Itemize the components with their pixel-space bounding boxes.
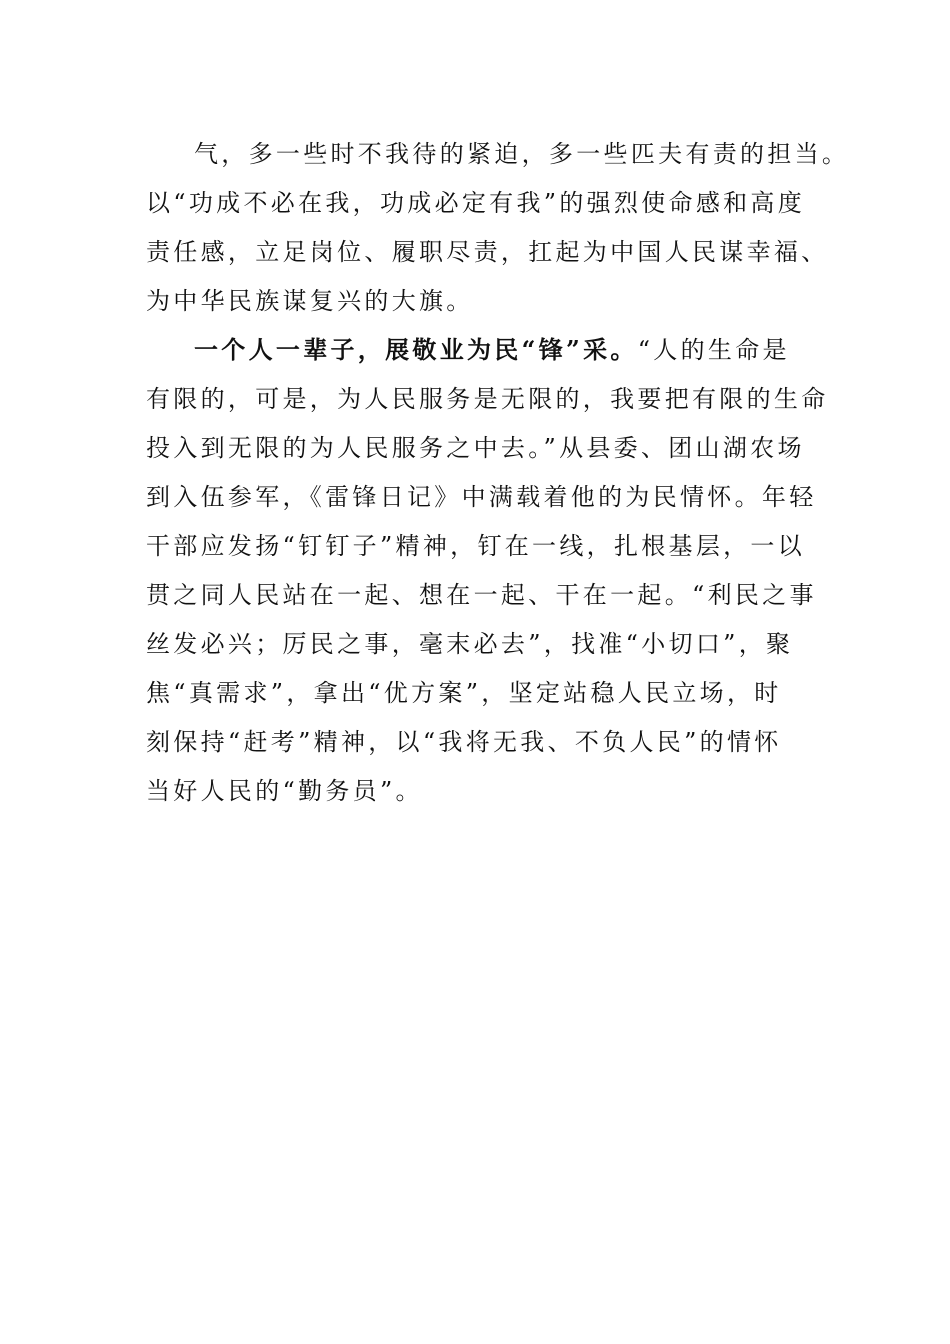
section-heading: 一个人一辈子，展敬业为民“锋”采。 bbox=[194, 335, 638, 364]
text-line: 有限的，可是，为人民服务是无限的，我要把有限的生命 bbox=[146, 385, 829, 413]
text-line: 焦“真需求”，拿出“优方案”，坚定站稳人民立场，时 bbox=[146, 679, 782, 707]
text-line: 投入到无限的为人民服务之中去。”从县委、团山湖农场 bbox=[146, 434, 805, 462]
text-line: 当好人民的“勤务员”。 bbox=[146, 777, 423, 805]
text-line: “人的生命是 bbox=[637, 336, 790, 364]
text-line: 以“功成不必在我，功成必定有我”的强烈使命感和高度 bbox=[146, 189, 806, 217]
text-line: 刻保持“赶考”精神，以“我将无我、不负人民”的情怀 bbox=[146, 728, 782, 756]
paragraph-first-line bbox=[194, 330, 790, 370]
text-line: 到入伍参军，《雷锋日记》中满载着他的为民情怀。年轻 bbox=[146, 483, 817, 511]
text-line: 责任感，立足岗位、履职尽责，扛起为中国人民谋幸福、 bbox=[146, 238, 829, 266]
text-line: 贯之同人民站在一起、想在一起、干在一起。“利民之事 bbox=[146, 581, 817, 609]
text-line: 干部应发扬“钉钉子”精神，钉在一线，扎根基层，一以 bbox=[146, 532, 806, 560]
text-line: 为中华民族谋复兴的大旗。 bbox=[146, 287, 474, 315]
text-line: 丝发必兴；厉民之事，毫末必去”，找准“小切口”，聚 bbox=[146, 630, 794, 658]
text-line: 气，多一些时不我待的紧迫，多一些匹夫有责的担当。 bbox=[194, 140, 850, 168]
